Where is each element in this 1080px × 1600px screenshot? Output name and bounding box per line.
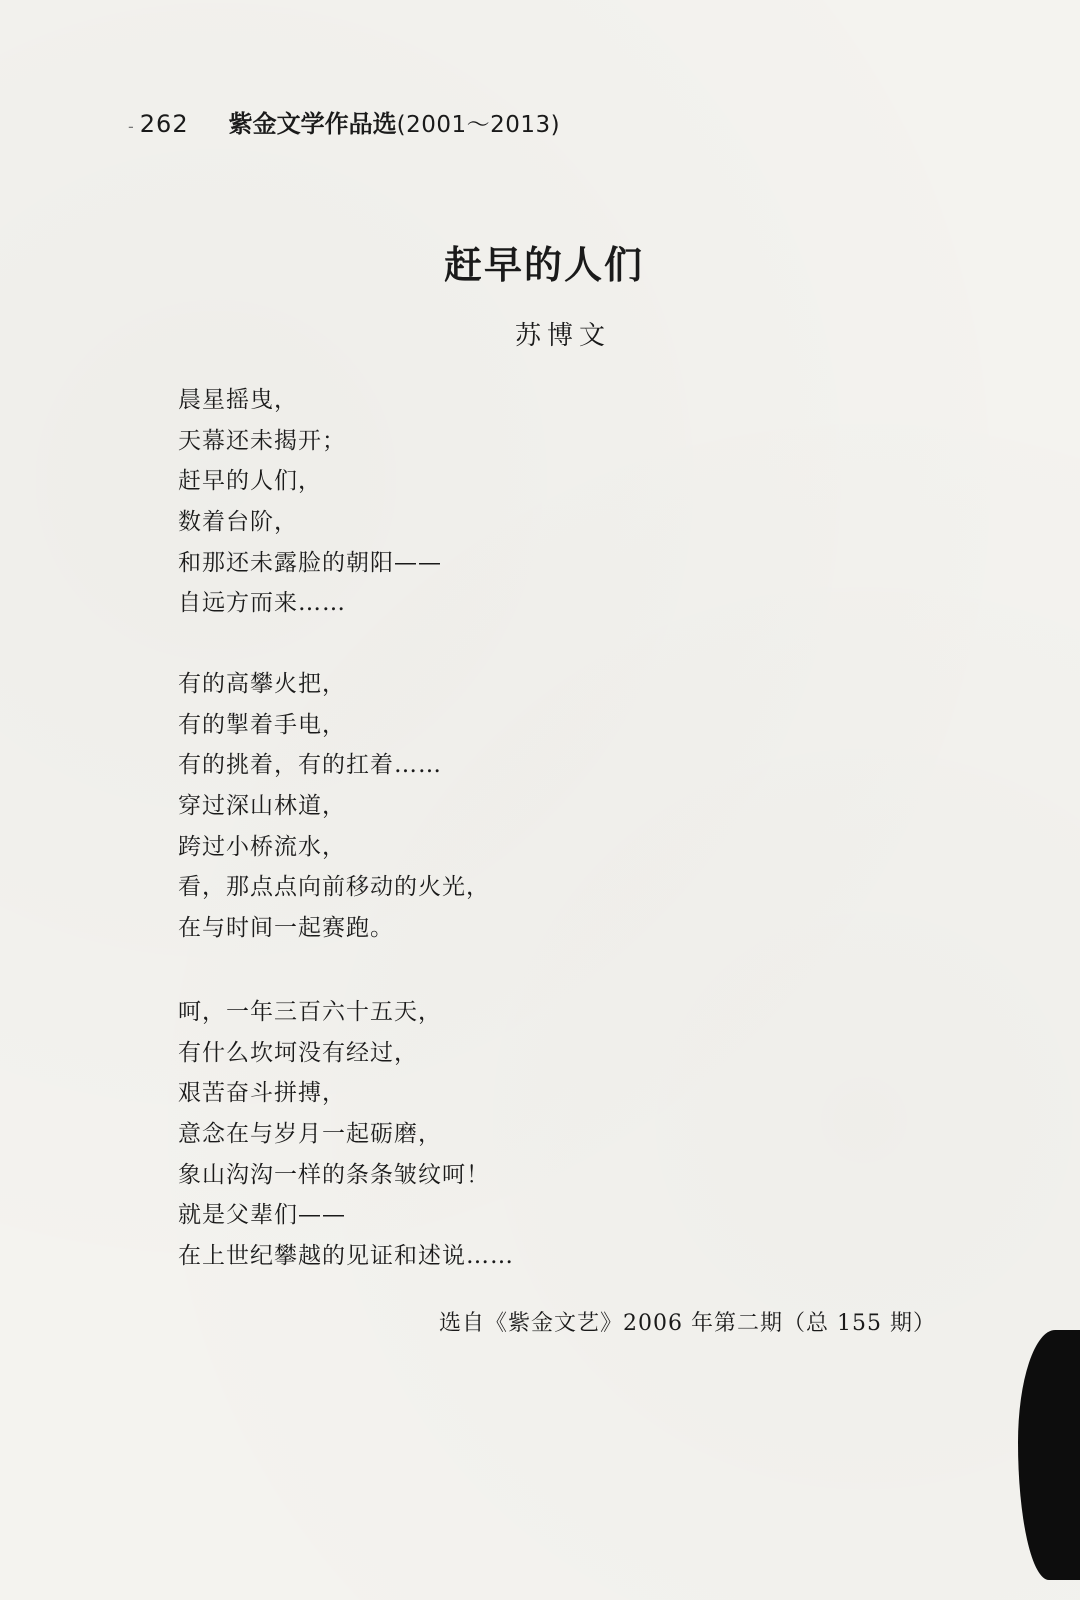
scan-ink-blot: [1018, 1330, 1080, 1580]
poem-line: 艰苦奋斗拼搏，: [178, 1080, 346, 1107]
book-title: 紫金文学作品选: [228, 110, 397, 138]
poem-line: 有的高攀火把，: [178, 671, 346, 697]
poem-line: 意念在与岁月一起砺磨，: [178, 1121, 442, 1148]
poem-author-name: 苏博文: [514, 321, 611, 351]
poem-line: 有的掣着手电，: [178, 711, 346, 738]
poem-title-text: 赶早的人们: [443, 243, 644, 287]
poem-line: 和那还未露脸的朝阳——: [178, 549, 442, 576]
poem-line: 象山沟沟一样的条条皱纹呵！: [178, 1161, 490, 1188]
poem-stanza-3: [178, 992, 878, 1277]
poem-line: 就是父辈们——: [178, 1202, 346, 1229]
source-note: 选自《紫金文艺》2006 年第二期（总 155 期）: [439, 1311, 936, 1336]
running-header: [128, 104, 560, 140]
poem-line: 有什么坎坷没有经过，: [178, 1039, 418, 1066]
poem-stanza-1: [178, 380, 878, 624]
poem-line: 天幕还未揭开；: [178, 427, 346, 454]
poem-line: 赶早的人们，: [178, 468, 322, 495]
header-dash-mark: -: [128, 117, 134, 136]
poem-line: 有的挑着，有的扛着……: [178, 752, 442, 779]
poem-line: 呵，一年三百六十五天，: [178, 999, 442, 1025]
poem-line: 在上世纪攀越的见证和述说……: [178, 1243, 514, 1270]
poem-title: [0, 240, 1080, 290]
page-number: 262: [139, 110, 189, 138]
poem-line: 在与时间一起赛跑。: [178, 915, 394, 942]
poem-line: 看，那点点向前移动的火光，: [178, 874, 490, 901]
book-years: (2001～2013): [396, 112, 561, 138]
poem-line: 数着台阶，: [178, 509, 298, 536]
poem-line: 自远方而来……: [178, 590, 346, 617]
poem-stanza-2: [178, 664, 878, 949]
poem-line: 跨过小桥流水，: [178, 833, 346, 860]
poem-line: 穿过深山林道，: [178, 793, 346, 820]
poem-line: 晨星摇曳，: [178, 387, 298, 413]
poem-author: [0, 318, 1080, 354]
